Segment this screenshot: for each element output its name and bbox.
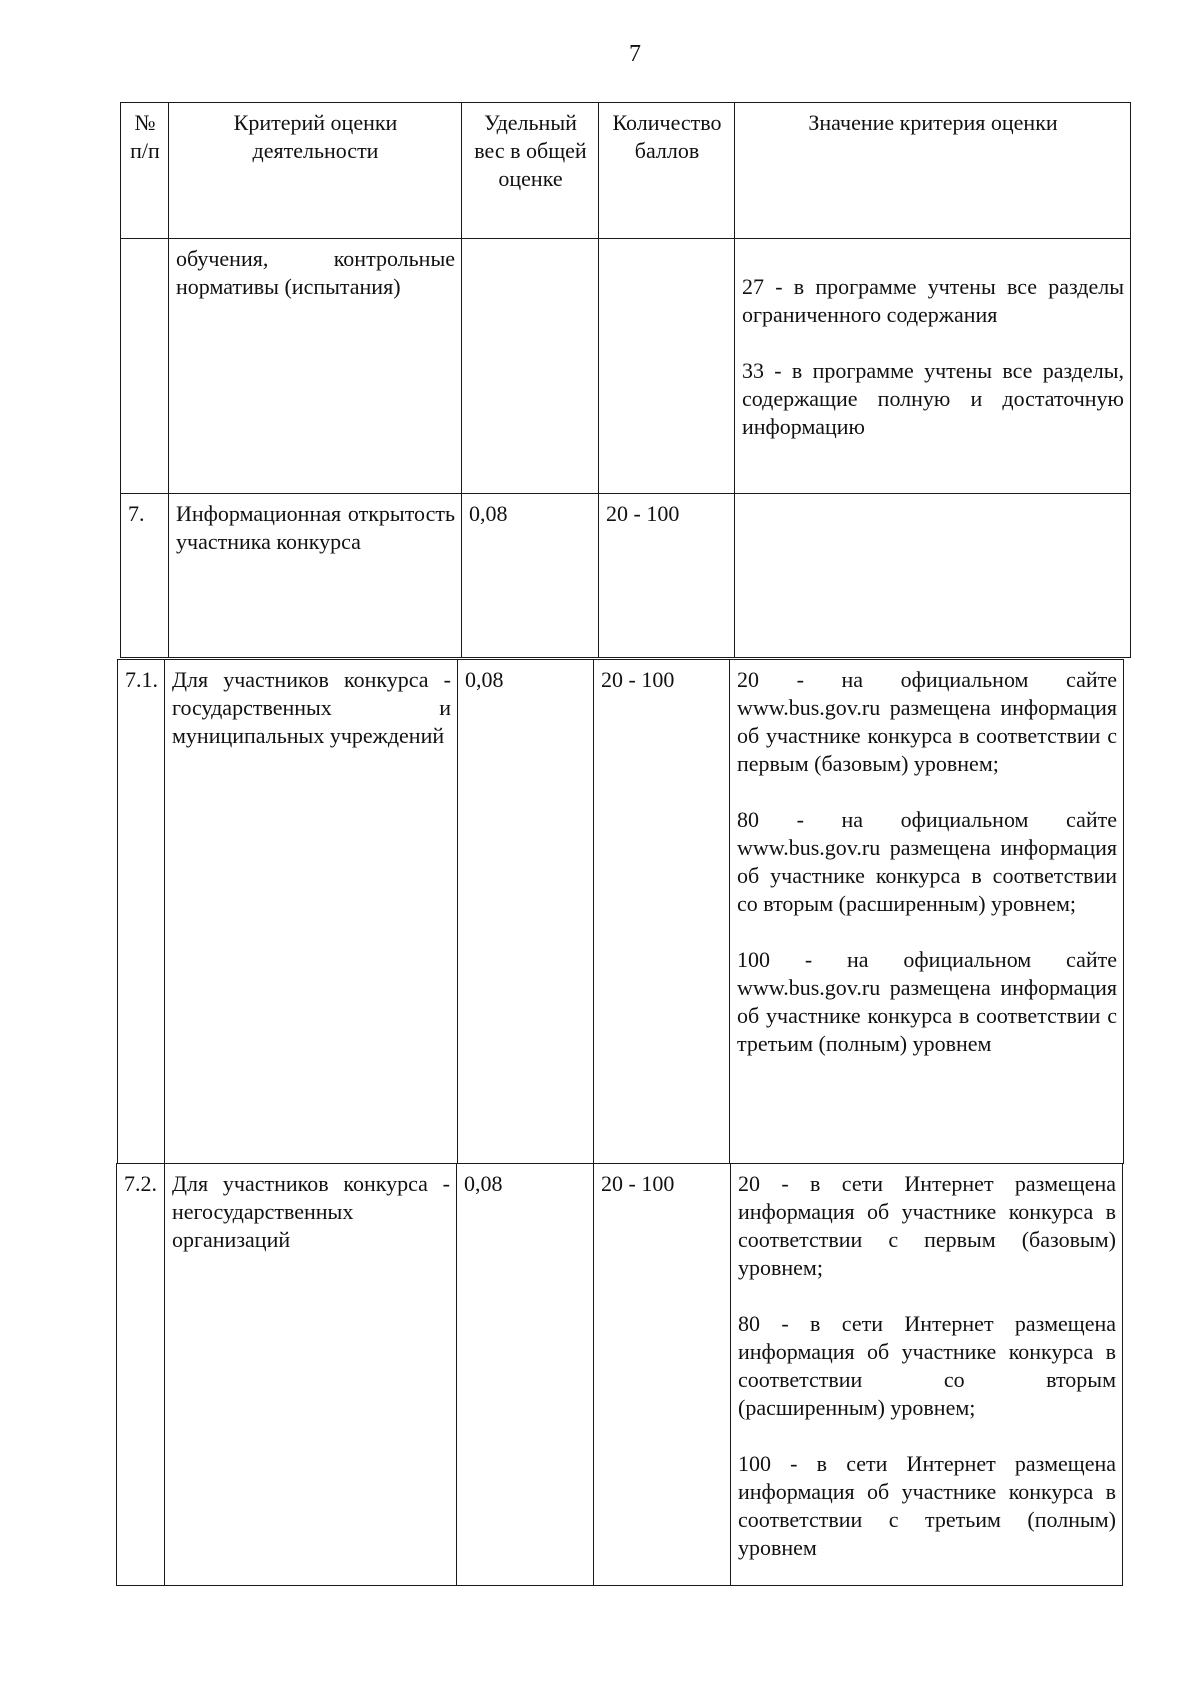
- row-criterion: обучения, контрольные нормативы (испытания): [169, 239, 462, 494]
- row-weight: 0,08: [457, 1164, 594, 1586]
- table-row: [117, 1164, 1123, 1586]
- row-num: 7.1.: [118, 660, 165, 1164]
- row-num: [121, 239, 169, 494]
- row-points: 20 - 100: [594, 660, 730, 1164]
- header-points: Количество баллов: [599, 103, 735, 239]
- table-row: [121, 494, 1131, 658]
- value-paragraph: 20 - в сети Интернет размещена информация об участнике конкурса в соответствии с первым (базовым) уровнем;: [738, 1171, 1116, 1280]
- value-paragraph: 80 - на официальном сайте www.bus.gov.ru размещена информация об участнике конкурса в соответствии со вторым (расширенным) уровнем;: [737, 807, 1117, 916]
- value-paragraph: 20 - на официальном сайте www.bus.gov.ru размещена информация об участнике конкурса в соответствии с первым (базовым) уровнем;: [737, 667, 1117, 776]
- row-criterion: Информационная открытость участника конкурса: [169, 494, 462, 658]
- page-number: 7: [629, 41, 641, 67]
- criteria-table: [120, 102, 1131, 658]
- row-value: [735, 494, 1131, 658]
- value-paragraph: 80 - в сети Интернет размещена информация об участнике конкурса в соответствии со вторым (расширенным) уровнем;: [738, 1311, 1116, 1420]
- row-points: 20 - 100: [594, 1164, 731, 1586]
- row-value: [730, 660, 1124, 1164]
- table-header-row: [121, 103, 1131, 239]
- value-paragraph: 100 - на официальном сайте www.bus.gov.ru размещена информация об участнике конкурса в соответствии с третьим (полным) уровнем: [737, 947, 1117, 1056]
- table-row: [118, 660, 1124, 1164]
- row-weight: [462, 239, 599, 494]
- row-num: 7.: [121, 494, 169, 658]
- criteria-table-continued: [117, 659, 1124, 1164]
- row-criterion: Для участников конкурса - негосударственных организаций: [165, 1164, 457, 1586]
- header-criterion: Критерий оценки деятельности: [169, 103, 462, 239]
- value-paragraph: 27 - в программе учтены все разделы ограниченного содержания: [742, 274, 1124, 327]
- row-points: 20 - 100: [599, 494, 735, 658]
- header-num: № п/п: [121, 103, 169, 239]
- header-value: Значение критерия оценки: [735, 103, 1131, 239]
- table-row: [121, 239, 1131, 494]
- value-paragraph: 100 - в сети Интернет размещена информация об участнике конкурса в соответствии с третьим (полным) уровнем: [738, 1451, 1116, 1560]
- header-weight: Удельный вес в общей оценке: [462, 103, 599, 239]
- row-value: [731, 1164, 1123, 1586]
- row-num: 7.2.: [117, 1164, 165, 1586]
- row-value: [735, 239, 1131, 494]
- row-weight: 0,08: [462, 494, 599, 658]
- criteria-table-continued-2: [116, 1163, 1123, 1586]
- row-points: [599, 239, 735, 494]
- row-criterion: Для участников конкурса - государственных и муниципальных учреждений: [165, 660, 458, 1164]
- row-weight: 0,08: [458, 660, 594, 1164]
- value-paragraph: 33 - в программе учтены все разделы, содержащие полную и достаточную информацию: [742, 358, 1124, 439]
